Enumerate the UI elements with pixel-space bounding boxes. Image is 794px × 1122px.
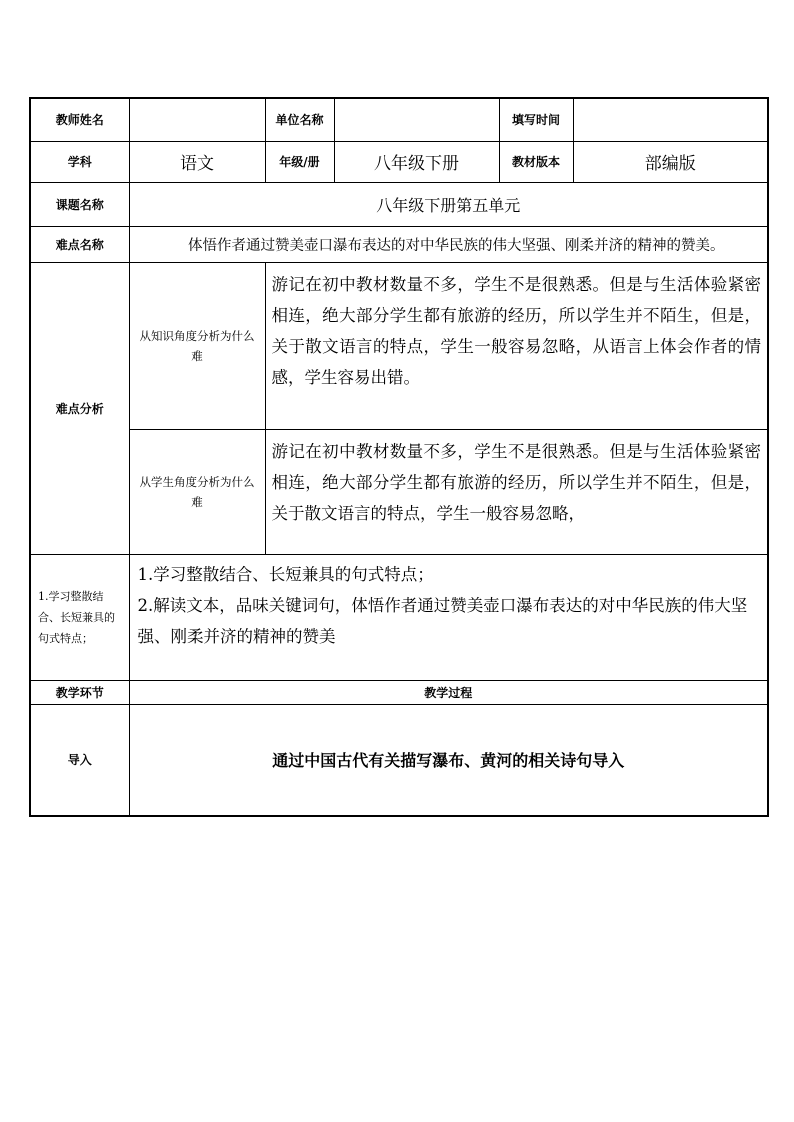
- intro-stage-label: 导入: [30, 704, 129, 816]
- analysis-student-row: [30, 429, 768, 554]
- fill-date-cell[interactable]: [573, 98, 768, 141]
- topic-label: 课题名称: [30, 182, 129, 226]
- student-angle-label: 从学生角度分析为什么难: [129, 429, 265, 554]
- process-header-row: [30, 680, 768, 704]
- topic-value: 八年级下册第五单元: [129, 182, 768, 226]
- teacher-name-cell[interactable]: [129, 98, 265, 141]
- difficulty-row: [30, 226, 768, 262]
- subject-label: 学科: [30, 141, 129, 182]
- goal-item-2: 2.解读文本，品味关键词句，体悟作者通过赞美壶口瀑布表达的对中华民族的伟大坚强、刚柔并济的精神的赞美: [137, 595, 748, 646]
- goals-content: [129, 554, 768, 680]
- edition-value: 部编版: [573, 141, 768, 182]
- header-row: [30, 98, 768, 141]
- knowledge-angle-label: 从知识角度分析为什么难: [129, 262, 265, 429]
- goal-item-1: 1.学习整散结合、长短兼具的句式特点；: [137, 564, 434, 584]
- analysis-knowledge-row: [30, 262, 768, 429]
- subject-value: 语文: [129, 141, 265, 182]
- intro-row: [30, 704, 768, 816]
- goals-row: [30, 554, 768, 680]
- lesson-plan-table: [29, 97, 769, 817]
- analysis-label: 难点分析: [30, 262, 129, 554]
- unit-name-cell[interactable]: [334, 98, 499, 141]
- teacher-name-label: 教师姓名: [30, 98, 129, 141]
- intro-content: 通过中国古代有关描写瀑布、黄河的相关诗句导入: [129, 704, 768, 816]
- knowledge-angle-text: 游记在初中教材数量不多，学生不是很熟悉。但是与生活体验紧密相连，绝大部分学生都有旅游的经历，所以学生并不陌生，但是，关于散文语言的特点，学生一般容易忽略，从语言上体会作者的情感，学生容易出错。: [265, 262, 768, 429]
- fill-date-label: 填写时间: [499, 98, 573, 141]
- unit-name-label: 单位名称: [265, 98, 334, 141]
- process-header: 教学过程: [129, 680, 768, 704]
- stage-header: 教学环节: [30, 680, 129, 704]
- student-angle-text: 游记在初中教材数量不多，学生不是很熟悉。但是与生活体验紧密相连，绝大部分学生都有旅游的经历，所以学生并不陌生，但是，关于散文语言的特点，学生一般容易忽略，: [265, 429, 768, 554]
- grade-label: 年级/册: [265, 141, 334, 182]
- topic-row: [30, 182, 768, 226]
- difficulty-value: 体悟作者通过赞美壶口瀑布表达的对中华民族的伟大坚强、刚柔并济的精神的赞美。: [129, 226, 768, 262]
- subject-row: [30, 141, 768, 182]
- difficulty-label: 难点名称: [30, 226, 129, 262]
- edition-label: 教材版本: [499, 141, 573, 182]
- grade-value: 八年级下册: [334, 141, 499, 182]
- goals-label: 1.学习整散结合、长短兼具的句式特点；: [30, 554, 129, 680]
